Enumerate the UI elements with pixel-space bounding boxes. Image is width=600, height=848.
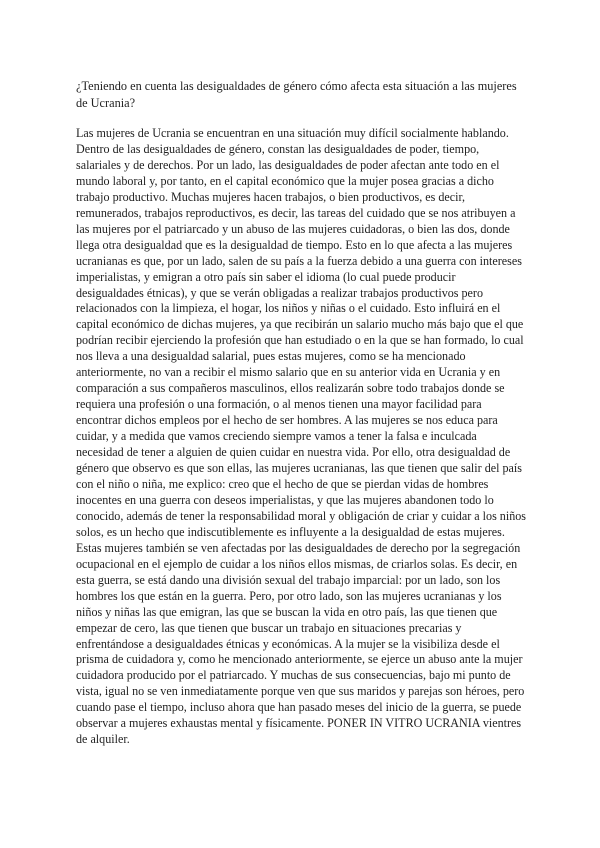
essay-answer-paragraph: Las mujeres de Ucrania se encuentran en una situación muy difícil socialmente hablando. Dentro de las desigualdades de género, constan las desigualdades de poder, tiempo, salariales y de derechos. Por un lado, las desigualdades de poder afectan ante todo en el mundo laboral y, por tanto, en el capital económico que la mujer posea gracias a dicho trabajo productivo. Muchas mujeres hacen trabajos, o bien productivos, es decir, remunerados, trabajos reproductivos, es decir, las tareas del cuidado que se nos atribuyen a las mujeres por el patriarcado y un abuso de las mujeres cuidadoras, o bien las dos, donde llega otra desigualdad que es la desigualdad de tiempo. Esto en lo que afecta a las mujeres ucranianas es que, por un lado, salen de su país a la fuerza debido a una guerra con intereses imperialistas, y emigran a otro país sin saber el idioma (lo cual puede producir desigualdades étnicas), y que se verán obligadas a realizar trabajos productivos pero relacionados con la limpieza, el hogar, los niños y niñas o el cuidado. Esto influirá en el capital económico de dichas mujeres, ya que recibirán un salario mucho más bajo que el que podrían recibir ejerciendo la profesión que han estudiado o en la que se han formado, lo cual nos lleva a una desigualdad salarial, pues estas mujeres, como se ha mencionado anteriormente, no van a recibir el mismo salario que en su anterior vida en Ucrania y en comparación a sus compañeros masculinos, ellos realizarán sobre todo trabajos donde se requiera una profesión o una formación, o al menos tienen una mayor facilidad para encontrar dichos empleos por el hecho de ser hombres. A las mujeres se nos educa para cuidar, y a medida que vamos creciendo siempre vamos a tener la falsa e inculcada necesidad de tener a alguien de quien cuidar en nuestra vida. Por ello, otra desigualdad de género que observo es que son ellas, las mujeres ucranianas, las que tienen que salir del país con el niño o niña, me explico: creo que el hecho de que se pierdan vidas de hombres inocentes en una guerra con deseos imperialistas, y que las mujeres abandonen todo lo conocido, además de tener la responsabilidad moral y obligación de criar y cuidar a los niños solos, es un hecho que indiscutiblemente es influyente a la desigualdad de estas mujeres. Estas mujeres también se ven afectadas por las desigualdades de derecho por la segregación ocupacional en el ejemplo de cuidar a los niños ellos mismas, de criarlos solas. Es decir, en esta guerra, se está dando una división sexual del trabajo imparcial: por un lado, son los hombres los que están en la guerra. Pero, por otro lado, son las mujeres ucranianas y los niños y niñas las que emigran, las que se buscan la vida en otro país, las que tienen que empezar de cero, las que tienen que buscar un trabajo en situaciones precarias y enfrentándose a desigualdades étnicas y económicas. A la mujer se la visibiliza desde el prisma de cuidadora y, como he mencionado anteriormente, se ejerce un abuso ante la mujer cuidadora producido por el patriarcado. Y muchas de sus consecuencias, bajo mi punto de vista, igual no se ven inmediatamente porque ven que sus maridos y parejas son héroes, pero cuando pase el tiempo, incluso ahora que han pasado meses del inicio de la guerra, se puede observar a mujeres exhaustas mental y físicamente. PONER IN VITRO UCRANIA vientres de alquiler. bbox=[76, 126, 527, 747]
essay-question: ¿Teniendo en cuenta las desigualdades de género cómo afecta esta situación a las mujeres de Ucrania? bbox=[76, 79, 517, 110]
